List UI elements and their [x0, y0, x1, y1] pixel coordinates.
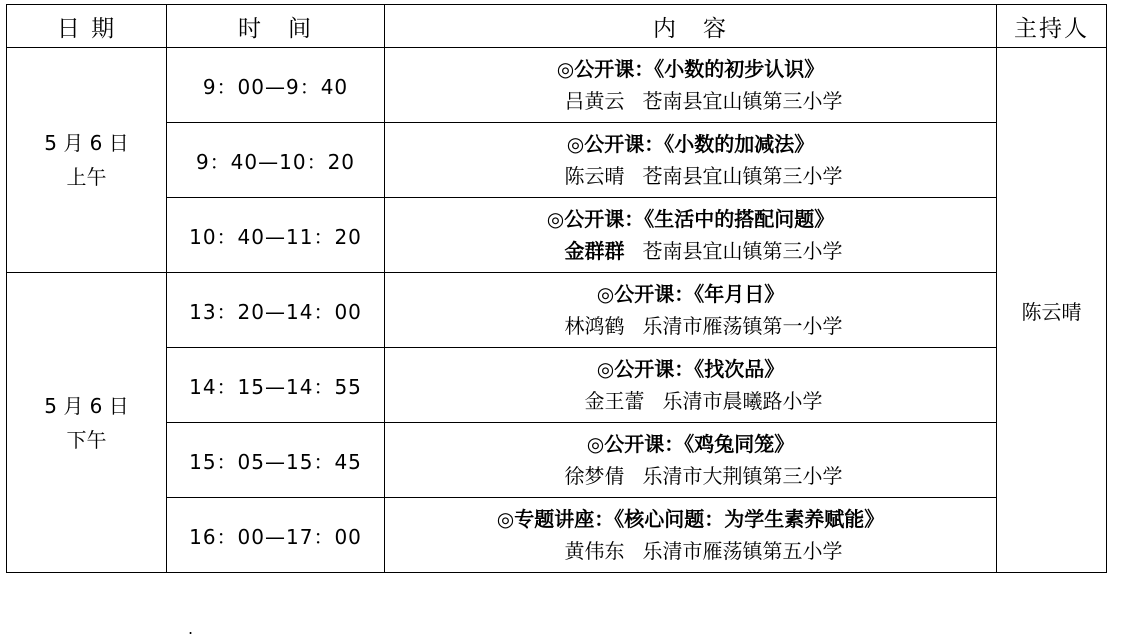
- table-row: [7, 48, 1107, 123]
- time-cell: 15：05—15：45: [167, 423, 385, 498]
- date-line-1: 5 月 6 日: [44, 393, 129, 418]
- content-cell: [385, 48, 997, 123]
- content-title-label: 公开课：: [584, 131, 665, 156]
- presenter-school: 苍南县宜山镇第三小学: [642, 239, 843, 263]
- presenter-name: 金群群: [564, 239, 625, 263]
- content-title-name: 《鸡兔同笼》: [684, 431, 795, 456]
- content-title: [385, 503, 996, 535]
- content-cell: [385, 423, 997, 498]
- bullet-icon: ◎: [556, 56, 575, 81]
- content-title-name: 《核心问题：为学生素养赋能》: [614, 506, 885, 531]
- bullet-icon: ◎: [596, 281, 615, 306]
- content-cell: [385, 498, 997, 573]
- presenter-school: 乐清市雁荡镇第一小学: [642, 314, 843, 338]
- date-line-2: 下午: [66, 427, 107, 452]
- bullet-icon: ◎: [586, 431, 605, 456]
- time-cell: 13：20—14：00: [167, 273, 385, 348]
- date-line-1: 5 月 6 日: [44, 131, 129, 155]
- bullet-icon: ◎: [596, 356, 615, 381]
- host-cell: 陈云晴: [997, 48, 1107, 573]
- presenter-name: 黄伟东: [564, 539, 625, 563]
- time-cell: 9：40—10：20: [167, 123, 385, 198]
- presenter-school: 苍南县宜山镇第三小学: [642, 164, 843, 188]
- table-row: [7, 348, 1107, 423]
- bullet-icon: ◎: [566, 131, 585, 156]
- presenter-name: 吕黄云: [564, 89, 625, 113]
- content-people: [385, 310, 996, 342]
- content-title-label: 公开课：: [614, 356, 695, 381]
- date-line-2: 上午: [66, 165, 107, 189]
- table-row: [7, 423, 1107, 498]
- content-people: [385, 535, 996, 567]
- table-row: [7, 123, 1107, 198]
- content-cell: [385, 123, 997, 198]
- time-cell: 14：15—14：55: [167, 348, 385, 423]
- content-title-name: 《生活中的搭配问题》: [644, 206, 835, 231]
- bullet-icon: ◎: [546, 206, 565, 231]
- header-host: 主持人: [997, 5, 1107, 48]
- content-cell: [385, 273, 997, 348]
- table-row: [7, 198, 1107, 273]
- table-row: [7, 273, 1107, 348]
- presenter-school: 乐清市大荆镇第三小学: [642, 464, 843, 488]
- header-date: 日 期: [7, 5, 167, 48]
- table-row: [7, 498, 1107, 573]
- content-title-name: 《年月日》: [694, 281, 785, 306]
- content-cell: [385, 198, 997, 273]
- time-cell: 10：40—11：20: [167, 198, 385, 273]
- content-title: [385, 428, 996, 460]
- content-people: [385, 160, 996, 192]
- header-time: 时 间: [167, 5, 385, 48]
- content-people: [385, 235, 996, 267]
- schedule-table: [6, 4, 1107, 573]
- content-cell: [385, 348, 997, 423]
- presenter-school: 苍南县宜山镇第三小学: [642, 89, 843, 113]
- content-title: [385, 128, 996, 160]
- content-title: [385, 353, 996, 385]
- presenter-school: 乐清市晨曦路小学: [662, 389, 823, 413]
- content-title-name: 《找次品》: [694, 356, 785, 381]
- time-cell: 9：00—9：40: [167, 48, 385, 123]
- time-cell: 16：00—17：00: [167, 498, 385, 573]
- date-cell-morning: [7, 48, 167, 273]
- presenter-school: 乐清市雁荡镇第五小学: [642, 539, 843, 563]
- presenter-name: 金王蕾: [584, 389, 645, 413]
- schedule-sheet: [0, 4, 1122, 638]
- presenter-name: 徐梦倩: [564, 464, 625, 488]
- presenter-name: 陈云晴: [564, 164, 625, 188]
- content-title: [385, 53, 996, 85]
- content-people: [385, 85, 996, 117]
- content-title-label: 公开课：: [614, 281, 695, 306]
- content-title: [385, 278, 996, 310]
- presenter-name: 林鸿鹤: [564, 314, 625, 338]
- content-title-name: 《小数的初步认识》: [654, 56, 825, 81]
- date-cell-afternoon: [7, 273, 167, 573]
- footer-mark: .: [188, 619, 194, 638]
- content-people: [385, 460, 996, 492]
- content-title-name: 《小数的加减法》: [664, 131, 815, 156]
- content-people: [385, 385, 996, 417]
- content-title-label: 专题讲座：: [514, 506, 615, 531]
- content-title-label: 公开课：: [574, 56, 655, 81]
- table-header-row: [7, 5, 1107, 48]
- content-title-label: 公开课：: [604, 431, 685, 456]
- content-title-label: 公开课：: [564, 206, 645, 231]
- content-title: [385, 203, 996, 235]
- header-content: 内 容: [385, 5, 997, 48]
- bullet-icon: ◎: [496, 506, 515, 531]
